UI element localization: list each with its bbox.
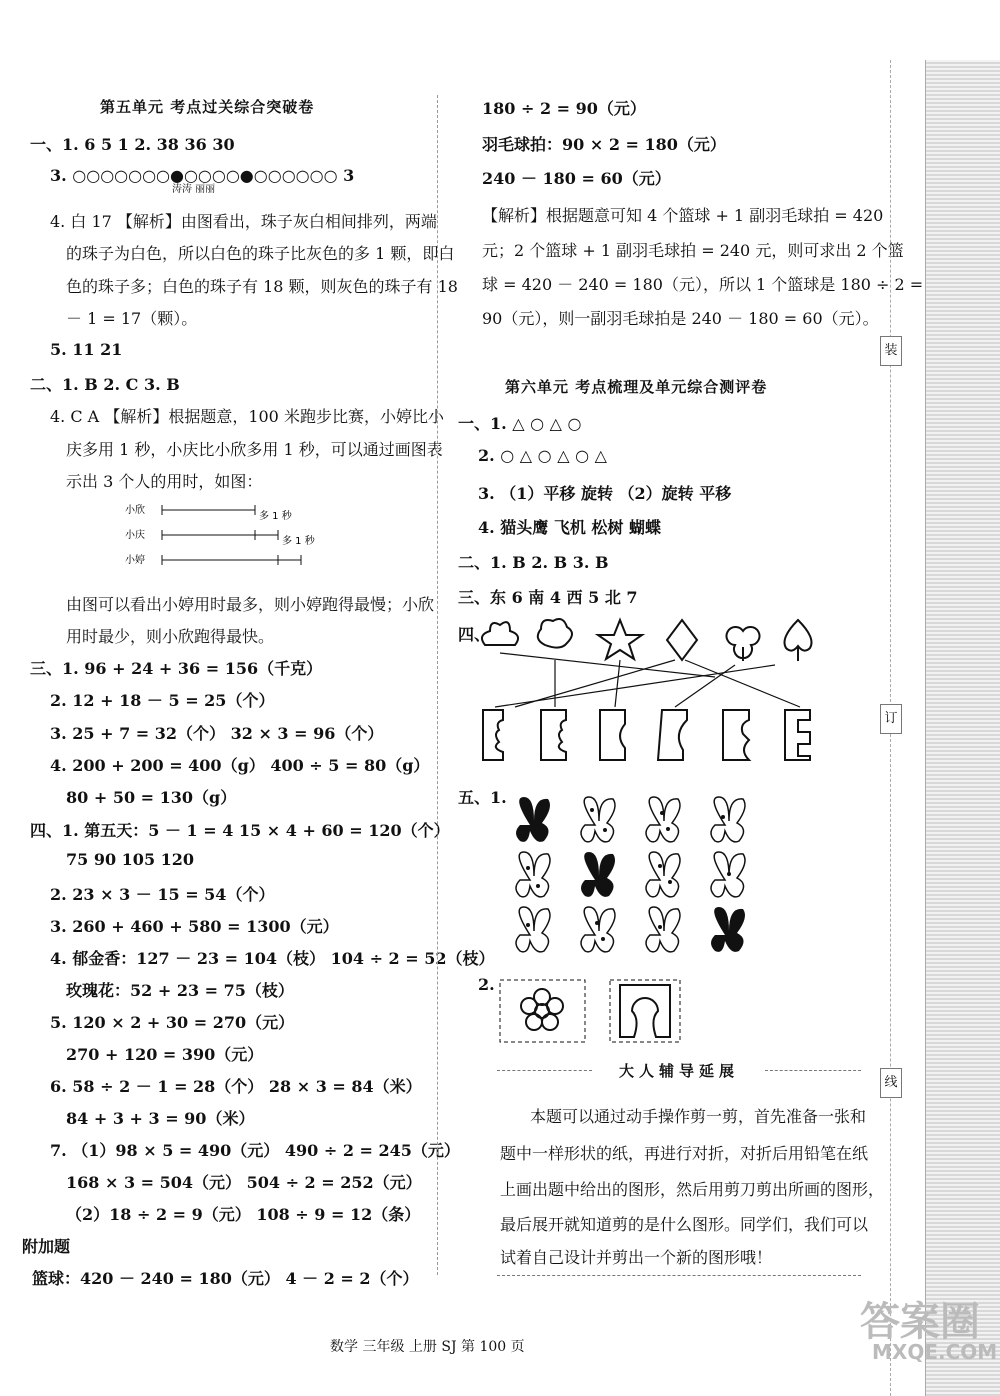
piece-1 bbox=[483, 710, 503, 760]
l-line: 270 + 120 = 390（元） bbox=[66, 1045, 264, 1064]
r-line: 【解析】根据题意可知 4 个篮球 + 1 副羽毛球拍 = 420 bbox=[482, 206, 884, 225]
butterfly-icons bbox=[516, 797, 745, 952]
r-line: 90（元），则一副羽毛球拍是 240 － 180 = 60（元）。 bbox=[482, 309, 879, 328]
tutor-text: 本题可以通过动手操作剪一剪，首先准备一张和 bbox=[530, 1107, 867, 1126]
r-line: 240 － 180 = 60（元） bbox=[482, 169, 671, 188]
shape-star bbox=[598, 620, 642, 659]
time-diagram bbox=[120, 495, 340, 580]
cutout-figures bbox=[495, 975, 685, 1050]
l-line: 75 90 105 120 bbox=[66, 850, 195, 869]
l-bead-labels: 涛涛 丽丽 bbox=[172, 184, 216, 195]
piece-3 bbox=[600, 710, 625, 760]
l-line: 6. 58 ÷ 2 － 1 = 28（个） 28 × 3 = 84（米） bbox=[50, 1077, 422, 1096]
l-line: 四、1. 第五天：5 － 1 = 4 15 × 4 + 60 = 120（个） bbox=[30, 821, 450, 840]
l-line: 庆多用 1 秒，小庆比小欣多用 1 秒，可以通过画图表 bbox=[66, 440, 443, 459]
unit5-title: 第五单元 考点过关综合突破卷 bbox=[100, 98, 315, 116]
binding-char-ding: 订 bbox=[880, 704, 902, 734]
binding-char-zhuang: 装 bbox=[880, 336, 902, 366]
l-line: 二、1. B 2. C 3. B bbox=[30, 375, 180, 394]
matching-figure bbox=[475, 615, 835, 765]
l-line: 2. 23 × 3 － 15 = 54（个） bbox=[50, 885, 275, 904]
diagram-name-1: 小庆 bbox=[125, 530, 145, 541]
piece-4 bbox=[658, 710, 687, 760]
r-line: 3. （1）平移 旋转 （2）旋转 平移 bbox=[478, 484, 732, 503]
l-line: 篮球：420 － 240 = 180（元） 4 － 2 = 2（个） bbox=[32, 1269, 419, 1288]
l-line: 4. 200 + 200 = 400（g） 400 ÷ 5 = 80（g） bbox=[50, 756, 430, 775]
l-line: 2. 12 + 18 － 5 = 25（个） bbox=[50, 691, 275, 710]
tutor-box-bottom-rule bbox=[497, 1275, 861, 1276]
l-line: 玫瑰花：52 + 23 = 75（枝） bbox=[66, 981, 294, 1000]
r-line: 2. ○ △ ○ △ ○ △ bbox=[478, 446, 607, 465]
shape-cloud bbox=[538, 619, 572, 648]
r-line: 一、1. △ ○ △ ○ bbox=[458, 414, 582, 433]
keyhole-icon bbox=[620, 985, 670, 1037]
l-line: 由图可以看出小婷用时最多，则小婷跑得最慢；小欣 bbox=[66, 595, 435, 614]
l-line: 示出 3 个人的用时，如图： bbox=[66, 472, 263, 491]
butterfly-grid bbox=[500, 790, 760, 960]
l-line: 的珠子为白色，所以白色的珠子比灰色的多 1 颗，即白 bbox=[66, 244, 455, 263]
column-divider bbox=[437, 95, 438, 1275]
diagram-note-1: 多 1 秒 bbox=[282, 536, 315, 547]
l-line: 5. 11 21 bbox=[50, 340, 123, 359]
l-line: 4. 白 17 【解析】由图看出，珠子灰白相间排列，两端 bbox=[50, 212, 437, 231]
l-line: 用时最少，则小欣跑得最快。 bbox=[66, 627, 275, 646]
shape-flower-1 bbox=[482, 622, 518, 645]
piece-5 bbox=[723, 710, 749, 760]
diagram-name-0: 小欣 bbox=[125, 505, 145, 516]
tutor-text: 最后展开就知道剪的是什么图形。同学们，我们可以 bbox=[500, 1215, 869, 1234]
r-line: 二、1. B 2. B 3. B bbox=[458, 553, 609, 572]
r-line: 4. 猫头鹰 飞机 松树 蝴蝶 bbox=[478, 518, 661, 537]
l-line: 色的珠子多；白色的珠子有 18 颗，则灰色的珠子有 18 bbox=[66, 277, 458, 296]
tutor-text: 题中一样形状的纸，再进行对折，对折后用铅笔在纸 bbox=[500, 1144, 869, 1163]
binding-strip bbox=[925, 60, 1000, 1396]
diagram-note-0: 多 1 秒 bbox=[259, 511, 292, 522]
watermark-url: MXQE.COM bbox=[872, 1340, 998, 1364]
r-line: 四、 bbox=[458, 625, 491, 644]
l-line: （2）18 ÷ 2 = 9（元） 108 ÷ 9 = 12（条） bbox=[66, 1205, 421, 1224]
flower-icon bbox=[521, 989, 563, 1030]
l-line: － 1 = 17（颗）。 bbox=[66, 309, 198, 328]
r-line: 羽毛球拍：90 × 2 = 180（元） bbox=[482, 135, 726, 154]
tutor-box-title: 大人辅导延展 bbox=[618, 1062, 739, 1080]
watermark-logo: 答案圈 bbox=[860, 1299, 980, 1345]
l-line: 4. 郁金香：127 － 23 = 104（枝） 104 ÷ 2 = 52（枝） bbox=[50, 949, 495, 968]
shape-spade bbox=[785, 620, 812, 661]
shape-club bbox=[727, 627, 760, 661]
r-line: 2. bbox=[478, 975, 495, 994]
r-line: 五、1. bbox=[458, 788, 507, 807]
r-line: 元；2 个篮球 + 1 副羽毛球拍 = 240 元，则可求出 2 个篮 bbox=[482, 241, 904, 260]
l-line: 一、1. 6 5 1 2. 38 36 30 bbox=[30, 135, 235, 154]
tutor-text: 试着自己设计并剪出一个新的图形哦！ bbox=[500, 1248, 773, 1267]
diagram-name-2: 小婷 bbox=[125, 555, 145, 566]
tutor-text: 上画出题中给出的图形，然后用剪刀剪出所画的图形， bbox=[500, 1180, 885, 1199]
shape-diamond bbox=[667, 620, 697, 660]
l-line: 3. 260 + 460 + 580 = 1300（元） bbox=[50, 917, 339, 936]
binding-char-xian: 线 bbox=[880, 1068, 902, 1098]
l-line: 三、1. 96 + 24 + 36 = 156（千克） bbox=[30, 659, 323, 678]
l-line: 84 + 3 + 3 = 90（米） bbox=[66, 1109, 255, 1128]
l-line: 4. C A 【解析】根据题意，100 米跑步比赛，小婷比小 bbox=[50, 407, 444, 426]
l-line: 80 + 50 = 130（g） bbox=[66, 788, 237, 807]
l-line: 168 × 3 = 504（元） 504 ÷ 2 = 252（元） bbox=[66, 1173, 422, 1192]
piece-2 bbox=[541, 710, 566, 760]
page-footer: 数学 三年级 上册 SJ 第 100 页 bbox=[330, 1339, 525, 1355]
l-line: 3. ○○○○○○○●○○○○●○○○○○○ 3 bbox=[50, 166, 355, 185]
r-line: 三、东 6 南 4 西 5 北 7 bbox=[458, 588, 638, 607]
piece-6 bbox=[785, 710, 810, 760]
r-line: 180 ÷ 2 = 90（元） bbox=[482, 99, 646, 118]
l-line: 5. 120 × 2 + 30 = 270（元） bbox=[50, 1013, 295, 1032]
r-line: 球 = 420 － 240 = 180（元），所以 1 个篮球是 180 ÷ 2 = bbox=[482, 275, 924, 294]
l-line: 7. （1）98 × 5 = 490（元） 490 ÷ 2 = 245（元） bbox=[50, 1141, 460, 1160]
unit6-title: 第六单元 考点梳理及单元综合测评卷 bbox=[505, 378, 768, 396]
l-line: 3. 25 + 7 = 32（个） 32 × 3 = 96（个） bbox=[50, 724, 384, 743]
extra-heading: 附加题 bbox=[22, 1237, 71, 1256]
